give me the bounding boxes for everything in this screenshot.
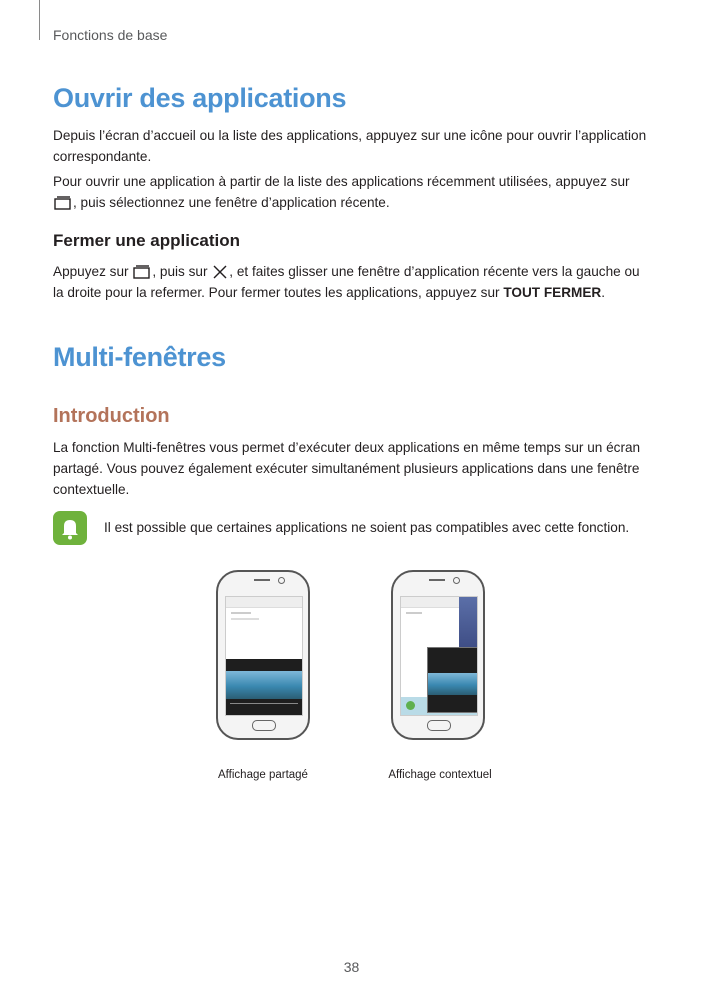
phone-app-icon: [406, 701, 415, 710]
bell-glyph: [53, 511, 87, 545]
recent-apps-text-after: , puis sélectionnez une fenêtre d’application récente.: [73, 195, 390, 210]
text-line: [406, 612, 422, 614]
title-multi-fenetres: Multi-fenêtres: [53, 342, 226, 372]
home-button: [427, 720, 451, 731]
text-line: [231, 618, 259, 620]
text-line: [231, 612, 251, 614]
front-camera: [278, 577, 285, 584]
wallpaper-strip: [459, 597, 477, 647]
front-camera: [453, 577, 460, 584]
paragraph-recent-apps: [53, 171, 653, 213]
notification-bell-icon: [53, 511, 87, 545]
speaker-grille: [429, 579, 445, 581]
close-text-a: Appuyez sur: [53, 264, 133, 279]
close-text-b: , puis sur: [152, 264, 212, 279]
speaker-grille: [254, 579, 270, 581]
subtitle-fermer-application: Fermer une application: [53, 231, 241, 250]
section-header: Fonctions de base: [53, 27, 168, 43]
close-text-c: , et faites glisser une fenêtre d’application récente vers la gauche ou la droite pour la refermer. Pour fermer toutes les applications, appuyez sur: [53, 264, 640, 300]
caption-split-view: Affichage partagé: [218, 769, 308, 781]
header-rule: [39, 0, 40, 40]
recent-apps-text-before: Pour ouvrir une application à partir de la liste des applications récemment utilisées, appuyez sur: [53, 174, 630, 189]
home-button: [252, 720, 276, 731]
phone-split-view: [216, 570, 310, 740]
close-x-icon: [212, 265, 228, 279]
paragraph-intro: La fonction Multi-fenêtres vous permet d’exécuter deux applications en même temps sur un écran partagé. Vous pouvez également exécuter simultanément plusieurs applications dans une fenêtre contextuelle.: [53, 440, 641, 497]
close-text-end: .: [601, 285, 606, 300]
recent-apps-icon: [54, 196, 72, 210]
subtitle-introduction: Introduction: [53, 405, 170, 427]
page-number: 38: [343, 959, 360, 975]
caption-popup-view: Affichage contextuel: [388, 769, 492, 781]
video-pane: [226, 659, 302, 715]
phone-popup-view: [391, 570, 485, 740]
split-screen: [225, 596, 303, 716]
popup-window: [427, 647, 478, 713]
recent-apps-icon: [133, 265, 151, 279]
paragraph-close-app: [53, 261, 653, 303]
paragraph-open-apps: Depuis l’écran d’accueil ou la liste des applications, appuyez sur une icône pour ouvrir l’application correspondante.: [53, 128, 647, 164]
video-frame: [226, 671, 302, 699]
popup-screen: [400, 596, 478, 716]
app-toolbar: [226, 597, 302, 608]
video-frame: [428, 673, 478, 695]
app-toolbar: [401, 597, 459, 608]
title-ouvrir-applications: Ouvrir des applications: [53, 83, 347, 113]
tout-fermer-label: TOUT FERMER: [503, 285, 602, 300]
note-text: Il est possible que certaines applications ne soient pas compatibles avec cette fonction.: [104, 520, 630, 535]
video-progress: [230, 703, 298, 704]
